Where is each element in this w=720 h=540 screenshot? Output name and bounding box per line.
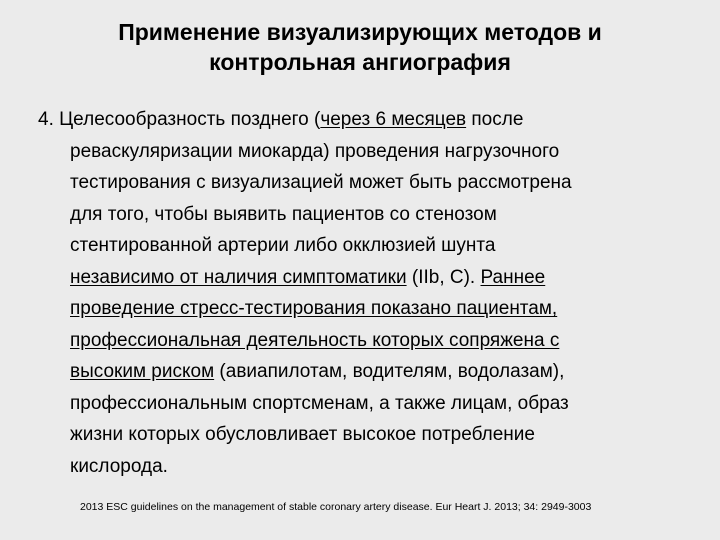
text-line-1 [38,104,718,136]
title-line-2: контрольная ангиография [209,49,511,75]
text-line-10 [38,388,718,420]
text-segment: жизни которых обусловливает высокое потребление [70,424,535,445]
text-line-11 [38,419,718,451]
underlined-phrase: высоким риском [70,361,215,382]
text-line-5 [38,230,718,262]
text-line-9 [38,356,718,388]
text-line-8 [38,325,718,357]
text-segment: профессиональным спортсменам, а также лицам, образ [70,392,569,414]
citation: 2013 ESC guidelines on the management of stable coronary artery disease. Eur Heart J. 2013; 34: 2949-3003 [80,501,592,513]
text-line-4 [38,199,718,231]
text-segment: (авиапилотам, водителям, водолазам), [214,361,565,382]
title-line-1: Применение визуализирующих методов и [118,19,602,45]
text-line-12 [38,451,718,483]
text-segment: для того, чтобы выявить пациентов со стенозом [70,203,497,225]
underlined-phrase: независимо от наличия симптоматики [70,266,407,288]
text-segment: после [466,109,524,130]
underlined-phrase: проведение стресс-тестирования показано пациентам, [70,298,558,319]
text-segment: кислорода. [70,455,168,477]
text-segment: стентированной артерии либо окклюзией шунта [70,235,496,256]
text-segment: 4. Целесообразность позднего ( [38,109,321,130]
text-segment: реваскуляризации миокарда) проведения нагрузочного [70,140,560,162]
text-line-7 [38,293,718,325]
recommendation-text [38,104,718,482]
text-line-6 [38,262,718,294]
underlined-phrase: через 6 месяцев [320,109,467,130]
text-line-2 [38,136,718,168]
underlined-phrase: профессиональная деятельность которых сопряжена с [70,329,560,351]
underlined-phrase: Раннее [480,266,546,288]
slide-title [40,17,680,77]
text-line-3 [38,167,718,199]
text-segment: тестирования с визуализацией может быть рассмотрена [70,172,572,193]
text-segment: (IIb, C). [406,266,481,288]
